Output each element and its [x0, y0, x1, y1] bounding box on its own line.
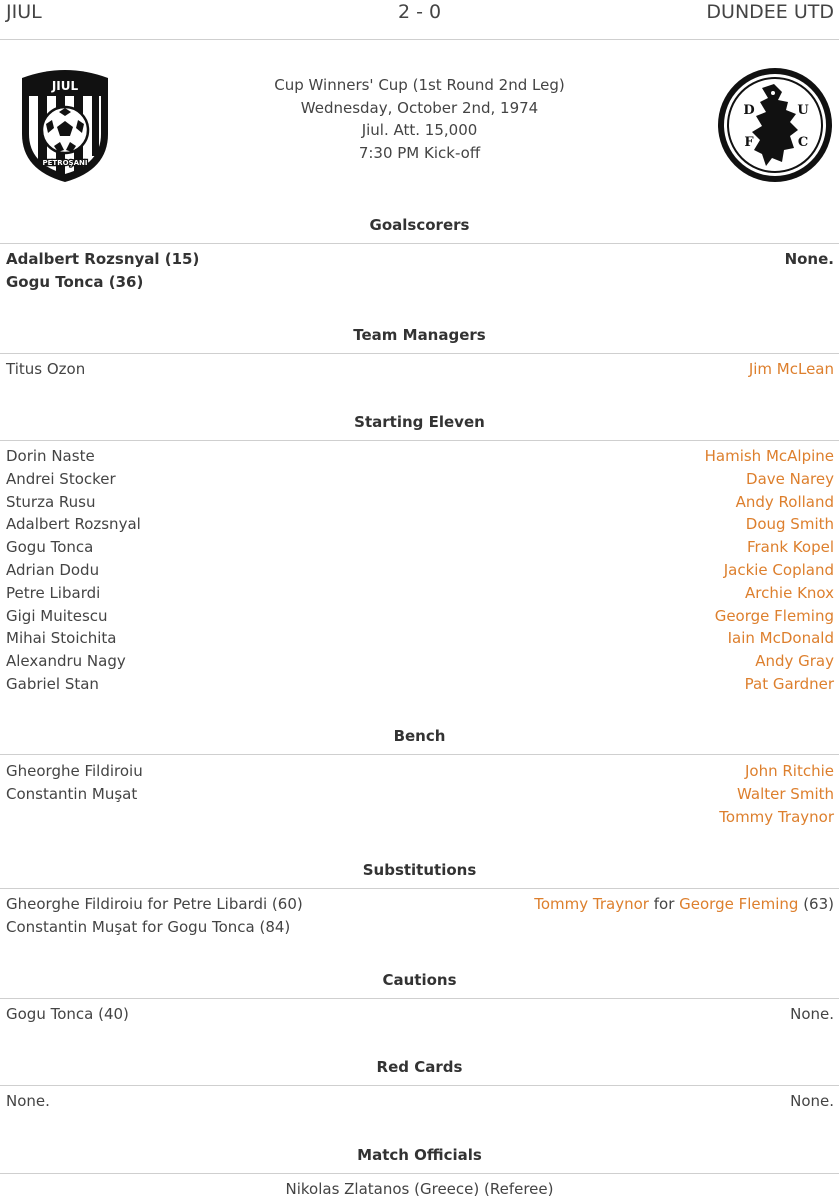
svg-text:JIUL: JIUL	[51, 79, 79, 93]
caution: Gogu Tonca (40)	[6, 1005, 129, 1023]
substitutions-heading: Substitutions	[0, 859, 839, 889]
player-link[interactable]: George Fleming	[714, 606, 834, 625]
away-red-cards	[790, 1090, 834, 1113]
competition-label: Cup Winners' Cup (1st Round 2nd Leg)	[274, 76, 565, 94]
player-link[interactable]: Archie Knox	[745, 583, 834, 602]
player-name: Gigi Muitescu	[6, 606, 108, 625]
away-manager	[749, 358, 834, 381]
player-link[interactable]: Andy Rolland	[735, 492, 834, 511]
player-name: Dorin Naste	[6, 447, 95, 465]
player-link[interactable]: Frank Kopel	[746, 538, 834, 557]
goalscorer: Gogu Tonca (36)	[6, 272, 144, 291]
sub-minute: (63)	[798, 895, 834, 913]
player-link[interactable]: John Ritchie	[744, 762, 834, 780]
player-link[interactable]: Pat Gardner	[744, 674, 834, 693]
caution: None.	[790, 1005, 834, 1023]
manager-name: Titus Ozon	[6, 360, 86, 378]
player-name: Sturza Rusu	[6, 492, 96, 511]
svg-text:F: F	[744, 135, 754, 150]
substitution	[534, 893, 834, 916]
attendance: Jiul. Att. 15,000	[361, 121, 478, 139]
player-link[interactable]: Walter Smith	[737, 784, 834, 803]
substitution: Constantin Muşat for Gogu Tonca (84)	[6, 917, 291, 936]
player-name: Adalbert Rozsnyal	[6, 515, 141, 534]
red-cards-heading: Red Cards	[0, 1056, 839, 1086]
player-link[interactable]: Andy Gray	[755, 652, 834, 671]
away-starting-eleven	[705, 445, 834, 696]
home-bench	[6, 760, 143, 806]
goalscorer: Adalbert Rozsnyal (15)	[6, 250, 200, 268]
home-manager	[6, 358, 85, 381]
cautions-heading: Cautions	[0, 969, 839, 999]
svg-text:U: U	[797, 103, 809, 118]
player-name: Adrian Dodu	[6, 560, 100, 579]
away-goalscorers	[785, 248, 834, 271]
player-name: Alexandru Nagy	[6, 652, 126, 671]
player-link[interactable]: Iain McDonald	[727, 629, 834, 648]
away-team-name[interactable]: DUNDEE UTD	[706, 1, 834, 23]
dundee-utd-crest-logo	[716, 66, 834, 184]
red-card: None.	[790, 1092, 834, 1110]
player-name: Petre Libardi	[6, 583, 101, 602]
sub-on-player-link[interactable]: Tommy Traynor	[534, 895, 649, 913]
player-link[interactable]: Doug Smith	[745, 515, 834, 534]
starting-eleven-heading: Starting Eleven	[0, 411, 839, 441]
match-officials-heading: Match Officials	[0, 1144, 839, 1174]
sub-for-word: for	[648, 895, 680, 913]
home-cautions	[6, 1003, 129, 1026]
svg-text:C: C	[797, 135, 809, 150]
player-name: Gogu Tonca	[6, 538, 94, 557]
player-link[interactable]: Jackie Copland	[723, 560, 834, 579]
kickoff-time: 7:30 PM Kick-off	[358, 143, 481, 162]
home-starting-eleven	[6, 445, 141, 696]
away-cautions	[790, 1003, 834, 1026]
goalscorer: None.	[784, 250, 834, 268]
player-link[interactable]: Tommy Traynor	[719, 807, 834, 826]
player-name: Andrei Stocker	[6, 469, 116, 488]
svg-text:PETROŞANI: PETROŞANI	[42, 159, 88, 167]
final-score: 2 - 0	[397, 1, 442, 23]
substitution: Gheorghe Fildiroiu for Petre Libardi (60)	[6, 895, 303, 913]
player-name: Gheorghe Fildiroiu	[6, 762, 143, 780]
managers-heading: Team Managers	[0, 324, 839, 354]
bench-heading: Bench	[0, 725, 839, 755]
home-goalscorers	[6, 248, 199, 294]
player-name: Constantin Muşat	[6, 784, 138, 803]
player-name: Mihai Stoichita	[6, 629, 117, 648]
svg-text:D: D	[743, 103, 755, 118]
player-link[interactable]: Hamish McAlpine	[704, 447, 834, 465]
home-substitutions	[6, 893, 303, 939]
away-bench	[719, 760, 834, 828]
referee: Nikolas Zlatanos (Greece) (Referee)	[285, 1180, 554, 1198]
red-card: None.	[6, 1092, 50, 1110]
match-info	[0, 74, 839, 164]
manager-link[interactable]: Jim McLean	[748, 360, 834, 378]
goalscorers-heading: Goalscorers	[0, 214, 839, 244]
scoreline-bar	[0, 0, 839, 40]
home-team-name[interactable]: JIUL	[6, 1, 42, 23]
home-red-cards	[6, 1090, 50, 1113]
player-name: Gabriel Stan	[6, 674, 99, 693]
sub-off-player-link[interactable]: George Fleming	[679, 895, 799, 913]
away-substitutions	[534, 893, 834, 916]
match-date: Wednesday, October 2nd, 1974	[300, 98, 539, 117]
player-link[interactable]: Dave Narey	[746, 469, 834, 488]
